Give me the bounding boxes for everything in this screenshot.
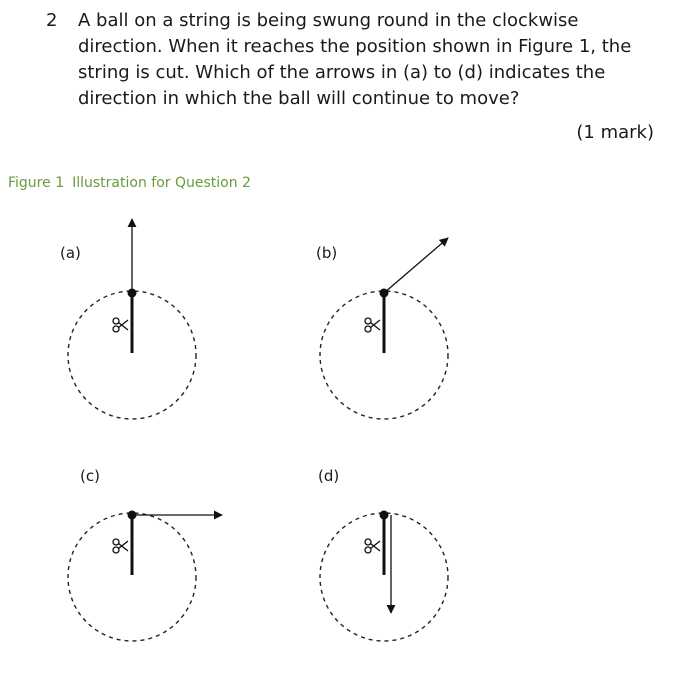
ball <box>380 511 389 520</box>
scissors-icon <box>113 539 128 553</box>
direction-arrow <box>384 238 448 293</box>
scissors-icon <box>365 318 380 332</box>
figure-caption-text: Illustration for Question 2 <box>72 175 251 191</box>
option-a-diagram <box>68 219 196 419</box>
scissors-icon <box>365 539 380 553</box>
figure-caption-label: Figure 1 <box>8 175 65 191</box>
scissors-icon <box>113 318 128 332</box>
option-d-label: (d) <box>318 467 340 485</box>
question-number: 2 <box>46 10 58 31</box>
option-b-diagram <box>320 238 448 419</box>
option-c-label: (c) <box>80 467 100 485</box>
question-marks: (1 mark) <box>576 122 654 143</box>
option-a-label: (a) <box>60 244 81 262</box>
question-text: A ball on a string is being swung round in the clockwise direction. When it reaches the position shown in Figure 1, the string is cut. Which of the arrows in (a) to (d) indicates the direction in which the ball will continue to move? <box>78 10 632 109</box>
option-d-diagram <box>320 511 448 642</box>
option-c-diagram <box>68 511 222 642</box>
option-b-label: (b) <box>316 244 338 262</box>
